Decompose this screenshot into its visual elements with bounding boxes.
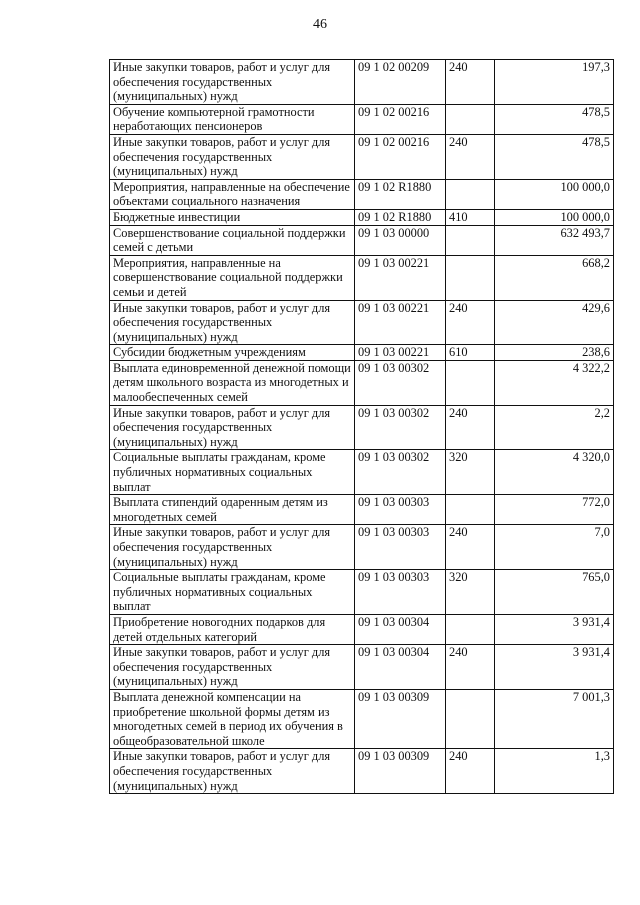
table-row bbox=[110, 300, 614, 345]
row-expense-type: 240 bbox=[446, 645, 495, 690]
row-amount: 238,6 bbox=[495, 345, 614, 361]
row-code: 09 1 03 00303 bbox=[355, 570, 446, 615]
row-name: Иные закупки товаров, работ и услуг для обеспечения государственных (муниципальных) нужд bbox=[110, 525, 355, 570]
row-name: Мероприятия, направленные на обеспечение объектами социального назначения bbox=[110, 179, 355, 209]
row-expense-type: 240 bbox=[446, 525, 495, 570]
row-name: Выплата единовременной денежной помощи детям школьного возраста из многодетных и малообеспеченных семей bbox=[110, 360, 355, 405]
table-row bbox=[110, 495, 614, 525]
table-row bbox=[110, 645, 614, 690]
row-amount: 2,2 bbox=[495, 405, 614, 450]
row-code: 09 1 03 00303 bbox=[355, 525, 446, 570]
table-row bbox=[110, 749, 614, 794]
row-code: 09 1 03 00221 bbox=[355, 300, 446, 345]
row-amount: 668,2 bbox=[495, 255, 614, 300]
row-amount: 765,0 bbox=[495, 570, 614, 615]
row-expense-type bbox=[446, 360, 495, 405]
table-row bbox=[110, 225, 614, 255]
row-name: Иные закупки товаров, работ и услуг для обеспечения государственных (муниципальных) нужд bbox=[110, 645, 355, 690]
row-amount: 772,0 bbox=[495, 495, 614, 525]
row-expense-type: 610 bbox=[446, 345, 495, 361]
table-row bbox=[110, 525, 614, 570]
row-code: 09 1 03 00304 bbox=[355, 645, 446, 690]
row-expense-type bbox=[446, 614, 495, 644]
row-name: Иные закупки товаров, работ и услуг для обеспечения государственных (муниципальных) нужд bbox=[110, 405, 355, 450]
row-amount: 100 000,0 bbox=[495, 179, 614, 209]
row-name: Бюджетные инвестиции bbox=[110, 209, 355, 225]
row-name: Иные закупки товаров, работ и услуг для обеспечения государственных (муниципальных) нужд bbox=[110, 300, 355, 345]
budget-table bbox=[109, 59, 614, 794]
row-name: Иные закупки товаров, работ и услуг для обеспечения государственных (муниципальных) нужд bbox=[110, 134, 355, 179]
row-code: 09 1 03 00302 bbox=[355, 360, 446, 405]
row-amount: 3 931,4 bbox=[495, 614, 614, 644]
row-amount: 632 493,7 bbox=[495, 225, 614, 255]
row-code: 09 1 03 00221 bbox=[355, 255, 446, 300]
row-expense-type bbox=[446, 104, 495, 134]
row-code: 09 1 02 00216 bbox=[355, 134, 446, 179]
table-row bbox=[110, 450, 614, 495]
row-amount: 3 931,4 bbox=[495, 645, 614, 690]
row-code: 09 1 02 R1880 bbox=[355, 209, 446, 225]
table-row bbox=[110, 345, 614, 361]
row-name: Совершенствование социальной поддержки семей с детьми bbox=[110, 225, 355, 255]
row-name: Приобретение новогодних подарков для детей отдельных категорий bbox=[110, 614, 355, 644]
row-expense-type: 240 bbox=[446, 134, 495, 179]
row-expense-type bbox=[446, 689, 495, 748]
row-amount: 429,6 bbox=[495, 300, 614, 345]
row-code: 09 1 03 00309 bbox=[355, 749, 446, 794]
row-expense-type: 320 bbox=[446, 450, 495, 495]
row-code: 09 1 03 00309 bbox=[355, 689, 446, 748]
row-name: Иные закупки товаров, работ и услуг для обеспечения государственных (муниципальных) нужд bbox=[110, 749, 355, 794]
page-number: 46 bbox=[313, 17, 327, 32]
row-name: Социальные выплаты гражданам, кроме публичных нормативных социальных выплат bbox=[110, 450, 355, 495]
row-amount: 7 001,3 bbox=[495, 689, 614, 748]
row-expense-type: 240 bbox=[446, 300, 495, 345]
table-row bbox=[110, 689, 614, 748]
row-expense-type bbox=[446, 495, 495, 525]
row-name: Мероприятия, направленные на совершенствование социальной поддержки семьи и детей bbox=[110, 255, 355, 300]
row-expense-type: 240 bbox=[446, 60, 495, 105]
row-code: 09 1 02 00209 bbox=[355, 60, 446, 105]
row-expense-type: 240 bbox=[446, 749, 495, 794]
row-code: 09 1 03 00304 bbox=[355, 614, 446, 644]
row-amount: 1,3 bbox=[495, 749, 614, 794]
row-expense-type bbox=[446, 179, 495, 209]
row-code: 09 1 03 00303 bbox=[355, 495, 446, 525]
row-amount: 100 000,0 bbox=[495, 209, 614, 225]
row-code: 09 1 02 00216 bbox=[355, 104, 446, 134]
row-amount: 7,0 bbox=[495, 525, 614, 570]
table-row bbox=[110, 360, 614, 405]
table-row bbox=[110, 104, 614, 134]
row-name: Социальные выплаты гражданам, кроме публичных нормативных социальных выплат bbox=[110, 570, 355, 615]
row-expense-type: 410 bbox=[446, 209, 495, 225]
row-amount: 197,3 bbox=[495, 60, 614, 105]
row-expense-type bbox=[446, 225, 495, 255]
row-name: Выплата стипендий одаренным детям из многодетных семей bbox=[110, 495, 355, 525]
row-code: 09 1 03 00302 bbox=[355, 405, 446, 450]
row-expense-type: 320 bbox=[446, 570, 495, 615]
row-name: Иные закупки товаров, работ и услуг для обеспечения государственных (муниципальных) нужд bbox=[110, 60, 355, 105]
table-row bbox=[110, 614, 614, 644]
row-name: Выплата денежной компенсации на приобретение школьной формы детям из многодетных семей в период их обучения в общеобразовательной школе bbox=[110, 689, 355, 748]
row-name: Обучение компьютерной грамотности неработающих пенсионеров bbox=[110, 104, 355, 134]
row-amount: 4 322,2 bbox=[495, 360, 614, 405]
row-code: 09 1 02 R1880 bbox=[355, 179, 446, 209]
row-amount: 4 320,0 bbox=[495, 450, 614, 495]
table-row bbox=[110, 209, 614, 225]
table-row bbox=[110, 570, 614, 615]
table-row bbox=[110, 179, 614, 209]
table-row bbox=[110, 134, 614, 179]
row-code: 09 1 03 00221 bbox=[355, 345, 446, 361]
row-name: Субсидии бюджетным учреждениям bbox=[110, 345, 355, 361]
budget-table-body bbox=[110, 60, 614, 794]
table-row bbox=[110, 255, 614, 300]
row-code: 09 1 03 00000 bbox=[355, 225, 446, 255]
row-amount: 478,5 bbox=[495, 104, 614, 134]
table-row bbox=[110, 405, 614, 450]
table-row bbox=[110, 60, 614, 105]
row-expense-type bbox=[446, 255, 495, 300]
row-code: 09 1 03 00302 bbox=[355, 450, 446, 495]
row-expense-type: 240 bbox=[446, 405, 495, 450]
row-amount: 478,5 bbox=[495, 134, 614, 179]
